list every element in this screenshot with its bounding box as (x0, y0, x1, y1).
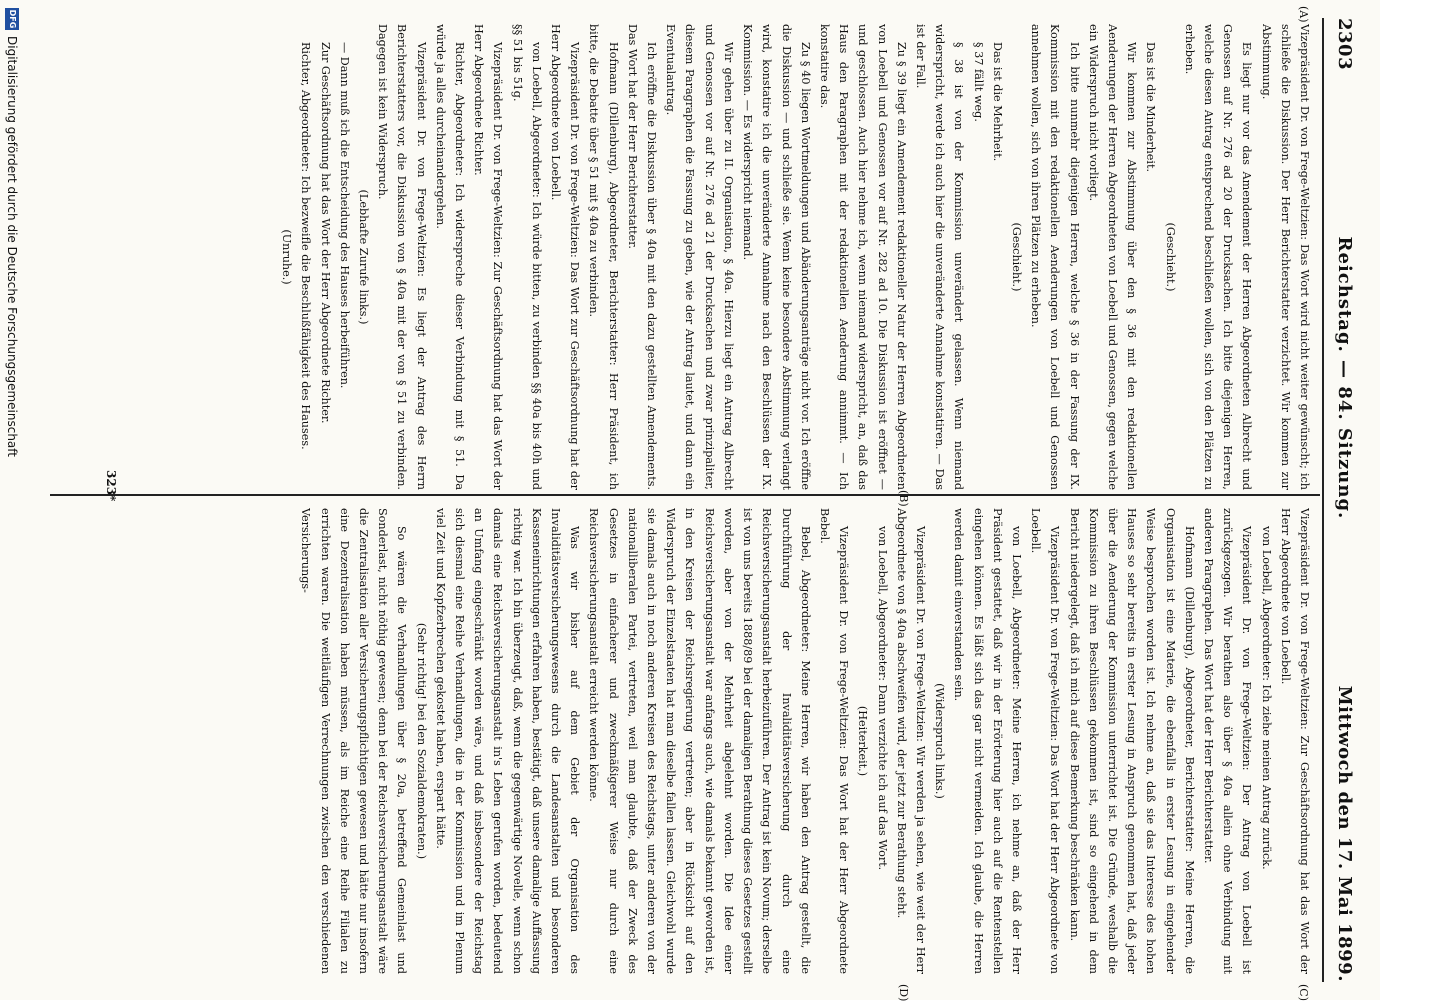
digitization-note: Digitalisierung gefördert durch die Deutsche Forschungsgemeinschaft (5, 36, 19, 458)
header-title: Reichstag. — 84. Sitzung. (1334, 236, 1356, 520)
paragraph: (Unruhe.) (280, 229, 294, 285)
paragraph: Vizepräsident Dr. von Frege-Weltzien: Zur Geschäftsordnung hat das Wort der Herr Abgeordnete von Loebell. (1278, 508, 1311, 974)
paragraph: Vizepräsident Dr. von Frege-Weltzien: Das Wort hat der Herr Abgeordnete von Loebell. (1029, 508, 1062, 974)
paragraph: (Sehr richtig! bei den Sozialdemokraten.) (414, 622, 428, 860)
margin-marker-a: (A) (1297, 6, 1310, 23)
paragraph: — Dann muß ich die Entscheidung des Hauses herbeiführen. (337, 42, 351, 389)
paragraph: (Heiterkeit.) (856, 705, 870, 777)
paragraph: (Geschieht.) (1163, 222, 1177, 292)
paragraph: Hofmann (Dillenburg), Abgeordneter, Berichterstatter: Herr Präsident, ich bitte, die Debatte über § 51 mit § 40a zu verbinden. (587, 24, 620, 490)
paragraph: (Geschieht.) (1009, 222, 1023, 292)
paragraph: (Lebhafte Zurufe links.) (357, 189, 371, 325)
paragraph: von Loebell, Abgeordneter: Ich würde bitten, zu verbinden §§ 40a bis 40h und §§ 51 bis 51g. (510, 24, 543, 490)
paragraph: Bebel, Abgeordneter: Meine Herren, wir haben den Antrag gestellt, die Durchführung der Invaliditätsversicherung durch eine Reichsversicherungsanstalt herbeizuführen. Der Antrag ist kein Novum; derselbe ist von uns bereits 1888/89 bei der damaligen Berathung dieses Gesetzes gestellt worden, aber von der Mehrheit abgelehnt worden. Die Idee einer Reichsversicherungsanstalt war anfangs auch, wie damals bekannt geworden ist, in den Kreisen der Reichsregierung vertreten; aber in Rücksicht auf den Widerspruch der Einzelstaaten hat man dieselbe fallen lassen. Gleichwohl wurde sie damals auch in noch anderen Kreisen des Reichstags, unter anderen von der nationalliberalen Partei, vertreten, weil man glaubte, daß der Zweck des Gesetzes in einfacherer und zweckmäßigerer Weise nur durch eine Reichsversicherungsanstalt erreicht werden könne. (587, 508, 812, 974)
paragraph: Richter, Abgeordneter: Ich bezweifle die Beschlußfähigkeit des Hauses. (299, 42, 313, 450)
right-text-column (18, 508, 1314, 974)
paragraph: Vizepräsident Dr. von Frege-Weltzien: Das Wort hat der Herr Abgeordnete Bebel. (817, 508, 851, 974)
paragraph: So wären die Verhandlungen über § 20a, betreffend Gemeinlast und Sonderlast, nicht nöthig gewesen; denn bei der Reichsversicherungsanstalt wäre die Zentralisation aller Versicherungspflichtigen gewesen und hätte nur insofern eine Dezentralisation haben müssen, als im Reiche eine Reihe Filialen zu errichten waren. Die weitläufigen Verrechnungen zwischen den verschiedenen Versicherungs- (299, 508, 409, 974)
paragraph: von Loebell, Abgeordneter: Ich ziehe meinen Antrag zurück. (1259, 526, 1273, 870)
paragraph: Das ist die Minderheit. (1144, 42, 1158, 173)
paragraph: Richter, Abgeordneter: Ich widerspreche dieser Verbindung mit § 51. Da würde ja alles durcheinandergehen. (433, 24, 467, 490)
paragraph: von Loebell, Abgeordneter: Meine Herren, ich nehme an, daß der Herr Präsident gestattet, daß wir in der Erörterung hier auch auf die Rentenstellen eingehen können. Es läßt sich das gar nicht vermeiden. Ich glaube, die Herren werden damit einverstanden sein. (952, 508, 1023, 974)
paragraph: § 38 ist von der Kommission unverändert gelassen. Wenn niemand widerspricht, werde ich auch hier die unveränderte Annahme konstatiren. — Das ist der Fall. (913, 24, 966, 490)
paragraph: § 37 fällt weg. (971, 42, 985, 122)
paragraph: Was wir bisher auf dem Gebiet der Organisation des Invaliditätsversicherungswesens durch die Landesanstalten und besonderen Kasseneinrichtungen erfahren haben, bestätigt, daß unsere damalige Auffassung richtig war. Ich bin überzeugt, daß, wenn die gegenwärtige Novelle, wenn schon damals eine Reichsversicherungsanstalt in's Leben gerufen worden, bedeutend an Umfang eingeschränkt worden wäre, und daß insbesondere der Reichstag sich diesmal eine Reihe Verhandlungen, die in der Kommission und im Plenum viel Zeit und Kopfzerbrechen gekostet haben, erspart hätte. (433, 508, 582, 974)
paragraph: Vizepräsident Dr. von Frege-Weltzien: Es liegt der Antrag des Herrn Berichterstatters vor, die Diskussion von § 40a mit der von § 51 zu verbinden. Dagegen ist kein Widerspruch. (376, 24, 428, 490)
paragraph: Wir kommen zur Abstimmung über den § 36 mit den redaktionellen Aenderungen der Herren Abgeordneten von Loebell und Genossen, gegen welche ein Widerspruch nicht vorliegt. (1086, 24, 1139, 490)
paragraph: Das ist die Mehrheit. (990, 42, 1004, 162)
paragraph: Wir gehen über zu II. Organisation, § 40a. Hierzu liegt ein Antrag Albrecht und Genossen vor auf Nr. 276 ad 21 der Drucksachen und zwar prinzipaliter, diesem Paragraphen die Fassung zu geben, wie der Antrag lautet, und dann ein Eventualantrag. (664, 24, 735, 490)
paragraph: Vizepräsident Dr. von Frege-Weltzien: Wir werden ja sehen, wie weit der Herr Abgeordnete von § 40a abschweifen wird, der jetzt zur Berathung steht. (894, 508, 927, 974)
margin-marker-b: (B) (897, 490, 910, 507)
dfg-logo-icon: DFG (5, 8, 19, 30)
paragraph: Es liegt nur vor das Amendement der Herren Abgeordneten Albrecht und Genossen auf Nr. 276 ad 20 der Drucksachen. Ich bitte diejenigen Herren, welche diesen Antrag entsprechend beschließen wollen, sich von den Plätzen zu erheben. (1182, 24, 1254, 490)
paragraph: Vizepräsident Dr. von Frege-Weltzien: Zur Geschäftsordnung hat das Wort der Herr Abgeordnete Richter. (472, 24, 505, 490)
paragraph: von Loebell, Abgeordneter: Dann verzichte ich auf das Wort. (875, 526, 889, 871)
paragraph: Vizepräsident Dr. von Frege-Weltzien: Das Wort zur Geschäftsordnung hat der Herr Abgeordnete von Loebell. (549, 24, 582, 490)
margin-marker-d: (D) (897, 984, 910, 1002)
paragraph: Vizepräsident Dr. von Frege-Weltzien: Das Wort wird nicht weiter gewünscht; ich schließe die Diskussion. Der Herr Berichterstatter verzichtet. Wir kommen zur Abstimmung. (1259, 24, 1311, 490)
digitization-footer (0, 0, 24, 1008)
paragraph: Zu § 40 liegen Wortmeldungen und Abänderungsanträge nicht vor. Ich eröffne die Diskussion — und schließe sie. Wenn keine besondere Abstimmung verlangt wird, konstatire ich die unveränderte Annahme nach den Beschlüssen der IX. Kommission. — Es widerspricht niemand. (741, 24, 812, 490)
page-number: 2303 (1334, 18, 1356, 71)
paragraph: Ich eröffne die Diskussion über § 40a mit den dazu gestellten Amendements. Das Wort hat der Herr Berichterstatter. (625, 24, 659, 490)
paragraph: Hofmann (Dillenburg), Abgeordneter, Berichterstatter: Meine Herren, die Organisation ist eine Materie, die ebenfalls in erster Lesung in eingehender Weise besprochen worden ist. Ich nehme an, daß sie das Interesse des hohen Hauses so sehr bereits in erster Lesung in Anspruch genommen hat, daß jeder über die Aenderung der Kommission unterrichtet ist. Die Gründe, weshalb die Kommission zu ihren Beschlüssen gekommen ist, sind so eingehend in dem Bericht niedergelegt, daß ich mich auf diese Bemerkung beschränken kann. (1067, 508, 1196, 974)
paragraph: Vizepräsident Dr. von Frege-Weltzien: Der Antrag von Loebell ist zurückgezogen. Wir berathen also über § 40a allein ohne Verbindung mit anderen Paragraphen. Das Wort hat der Herr Berichterstatter. (1201, 508, 1254, 974)
header-rule (1322, 18, 1324, 982)
left-text-column (18, 24, 1314, 490)
paragraph: (Widerspruch links.) (933, 683, 947, 799)
paragraph: Ich bitte nunmehr diejenigen Herren, welche § 36 in der Fassung der IX. Kommission mit den redaktionellen Aenderungen von Loebell und Genossen annehmen wollen, sich von ihren Plätzen zu erheben. (1029, 24, 1081, 490)
signature-mark: 323* (104, 470, 118, 502)
column-divider (50, 494, 1320, 496)
paragraph: Zur Geschäftsordnung hat das Wort der Herr Abgeordnete Richter. (318, 42, 332, 424)
paragraph: Zu § 39 liegt ein Amendement redaktioneller Natur der Herren Abgeordneten von Loebell und Genossen vor auf Nr. 282 ad 10. Die Diskussion ist eröffnet — und geschlossen. Auch hier nehme ich, wenn niemand widerspricht, an, daß das Haus den Paragraphen mit der redaktionellen Aenderung annimmt. — Ich konstatire das. (817, 24, 908, 490)
margin-marker-c: (C) (1297, 984, 1310, 1001)
page-header (1328, 18, 1362, 982)
header-date: Mittwoch den 17. Mai 1899. (1334, 685, 1356, 982)
